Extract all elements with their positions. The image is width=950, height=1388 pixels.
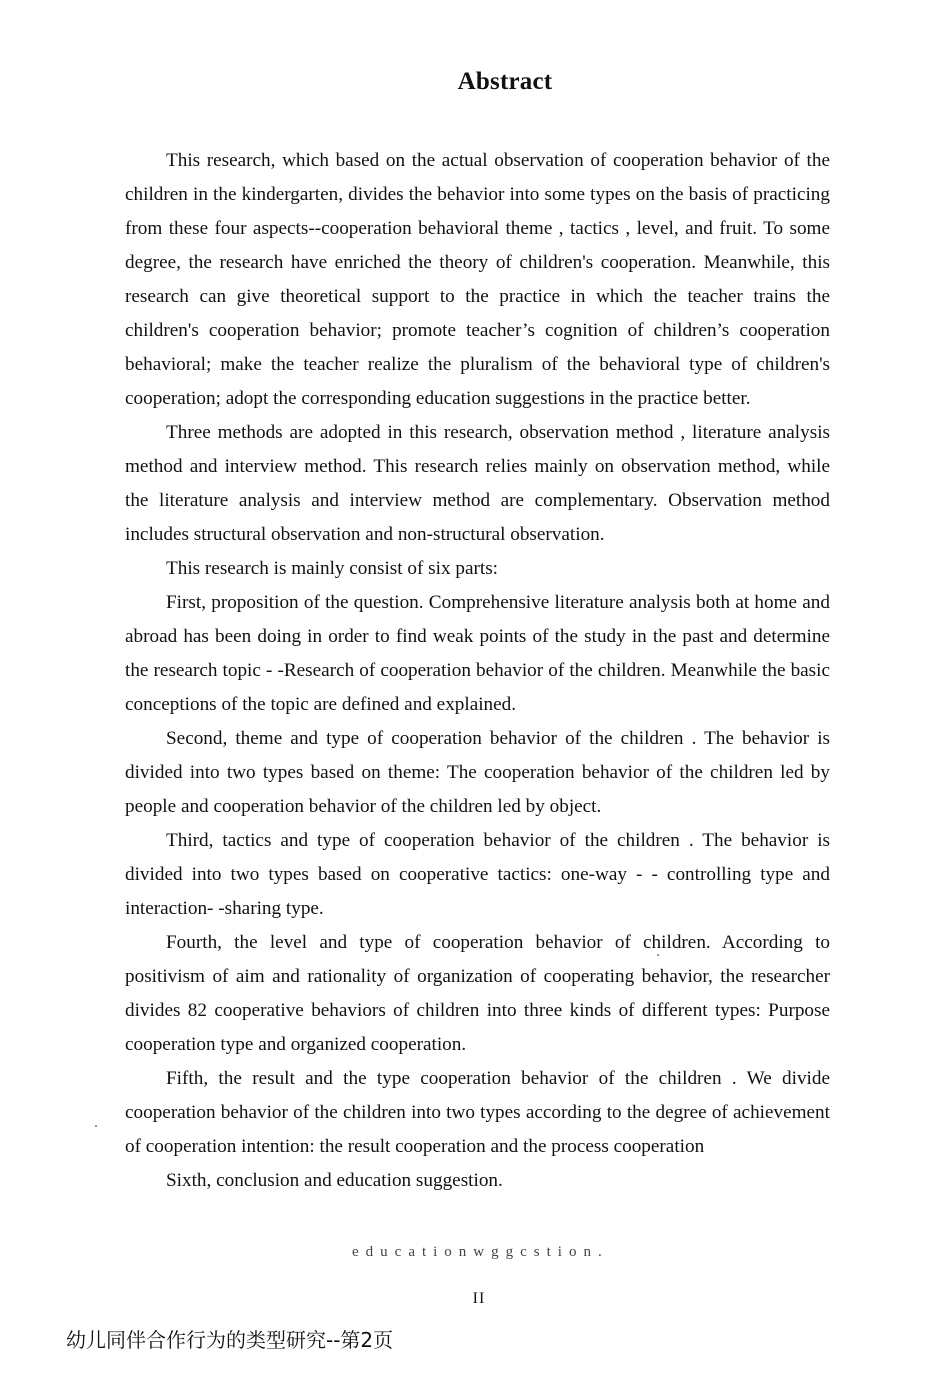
paragraph-methods: Three methods are adopted in this research, observation method , literature analysis method and interview method. This research relies mainly on observation method, while the literature analysis and interview method are complementary. Observation method includes structural observation and non-structural observation. [125, 422, 830, 545]
paragraph-overview: This research, which based on the actual observation of cooperation behavior of the children in the kindergarten, divides the behavior into some types on the basis of practicing from these four aspects--cooperation behavioral theme , tactics , level, and fruit. To some degree, the research have enriched the theory of children's cooperation. Meanwhile, this research can give theoretical support to the practice in which the teacher trains the children's cooperation behavior; promote teacher’s cognition of children’s cooperation behavioral; make the teacher realize the pluralism of the behavioral type of children's cooperation; adopt the corresponding education suggestions in the practice better. [125, 150, 830, 409]
paragraph-part-sixth: Sixth, conclusion and education suggestion. [166, 1170, 503, 1191]
paragraph-part-fifth: Fifth, the result and the type cooperation behavior of the children . We divide cooperation behavior of the children into two types according to the degree of achievement of cooperation intention: the result cooperation and the process cooperation [125, 1068, 830, 1157]
footer-caption: 幼儿同伴合作行为的类型研究--第2页 [66, 1328, 394, 1352]
paragraph-part-first: First, proposition of the question. Comprehensive literature analysis both at home and abroad has been doing in order to find weak points of the study in the past and determine the research topic - -Research of cooperation behavior of the children. Meanwhile the basic conceptions of the topic are defined and explained. [125, 592, 830, 715]
page-number: II [472, 1290, 486, 1307]
paragraph-part-second: Second, theme and type of cooperation behavior of the children . The behavior is divided into two types based on theme: The cooperation behavior of the children led by people and cooperation behavior of the children led by object. [125, 728, 830, 817]
paragraph-parts-intro: This research is mainly consist of six parts: [166, 558, 498, 579]
overprint-text: educationwggcstion. [352, 1244, 609, 1260]
paragraph-part-fourth: Fourth, the level and type of cooperation behavior of children. According to positivism of aim and rationality of organization of cooperating behavior, the researcher divides 82 cooperative behaviors of children into three kinds of different types: Purpose cooperation type and organized cooperation. [125, 932, 830, 1055]
scan-speck [657, 954, 659, 956]
abstract-title: Abstract [457, 68, 553, 95]
paragraph-part-third: Third, tactics and type of cooperation behavior of the children . The behavior is divided into two types based on cooperative tactics: one-way - - controlling type and interaction- -sharing type. [125, 830, 830, 919]
abstract-body [125, 144, 830, 1198]
scan-speck [95, 1125, 97, 1127]
